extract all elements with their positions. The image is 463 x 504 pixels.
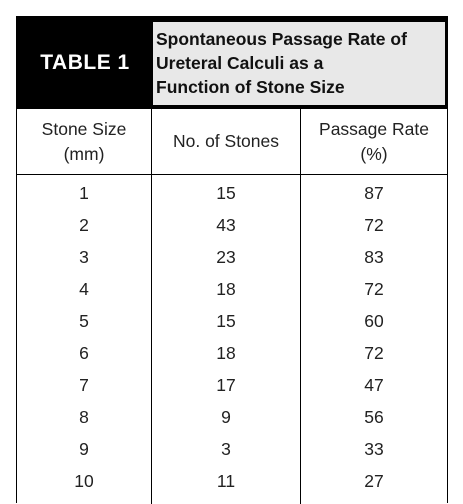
cell-passage-rate: 56 [364, 407, 384, 427]
table-row [17, 241, 447, 273]
table-row [17, 401, 447, 433]
cell-passage-rate: 33 [364, 439, 384, 459]
cell-stone-size: 8 [79, 407, 89, 427]
header-stone-size [17, 109, 152, 174]
header-row [17, 109, 447, 175]
data-table [16, 16, 448, 503]
cell-stone-count: 43 [216, 215, 236, 235]
table-row [17, 465, 447, 497]
table-label: TABLE 1 [40, 51, 130, 74]
table-row [17, 337, 447, 369]
cell-passage-rate: 72 [364, 343, 384, 363]
header-passage-rate [301, 109, 447, 174]
cell-stone-size: 3 [79, 247, 89, 267]
header-passage-rate-line: Passage Rate [319, 118, 429, 139]
cell-stone-size: 4 [79, 279, 89, 299]
table-row [17, 369, 447, 401]
table-row [17, 273, 447, 305]
cell-stone-size: 9 [79, 439, 89, 459]
cell-passage-rate: 72 [364, 279, 384, 299]
cell-stone-count: 15 [216, 311, 236, 331]
table-row [17, 209, 447, 241]
caption-line: Spontaneous Passage Rate of [156, 29, 407, 49]
table-row [17, 305, 447, 337]
cell-stone-count: 9 [221, 407, 231, 427]
cell-stone-count: 11 [216, 471, 236, 491]
header-passage-rate-unit: (%) [360, 143, 388, 164]
table-body [17, 175, 447, 504]
header-stone-size-unit: (mm) [63, 143, 105, 164]
cell-stone-count: 23 [216, 247, 236, 267]
cell-passage-rate: 27 [364, 471, 384, 491]
cell-stone-size: 5 [79, 311, 89, 331]
title-band [17, 17, 447, 109]
cell-stone-size: 7 [79, 375, 89, 395]
caption-line: Ureteral Calculi as a [156, 53, 324, 73]
cell-passage-rate: 72 [364, 215, 384, 235]
table-caption [153, 22, 445, 105]
cell-passage-rate: 47 [364, 375, 384, 395]
table-rows [17, 177, 447, 497]
cell-stone-count: 18 [216, 279, 236, 299]
table-row [17, 433, 447, 465]
header-stone-count-line: No. of Stones [172, 131, 280, 151]
cell-stone-count: 17 [216, 375, 236, 395]
cell-stone-count: 3 [221, 439, 231, 459]
cell-stone-size: 6 [79, 343, 89, 363]
cell-stone-size: 1 [79, 183, 89, 203]
header-stone-size-line: Stone Size [41, 118, 127, 139]
cell-stone-size: 10 [74, 471, 94, 491]
cell-passage-rate: 87 [364, 183, 384, 203]
cell-stone-size: 2 [79, 215, 89, 235]
cell-passage-rate: 60 [364, 311, 384, 331]
cell-stone-count: 18 [216, 343, 236, 363]
table-row [17, 177, 447, 209]
header-stone-count [152, 109, 301, 174]
cell-passage-rate: 83 [364, 247, 384, 267]
cell-stone-count: 15 [216, 183, 236, 203]
caption-line: Function of Stone Size [156, 77, 345, 97]
